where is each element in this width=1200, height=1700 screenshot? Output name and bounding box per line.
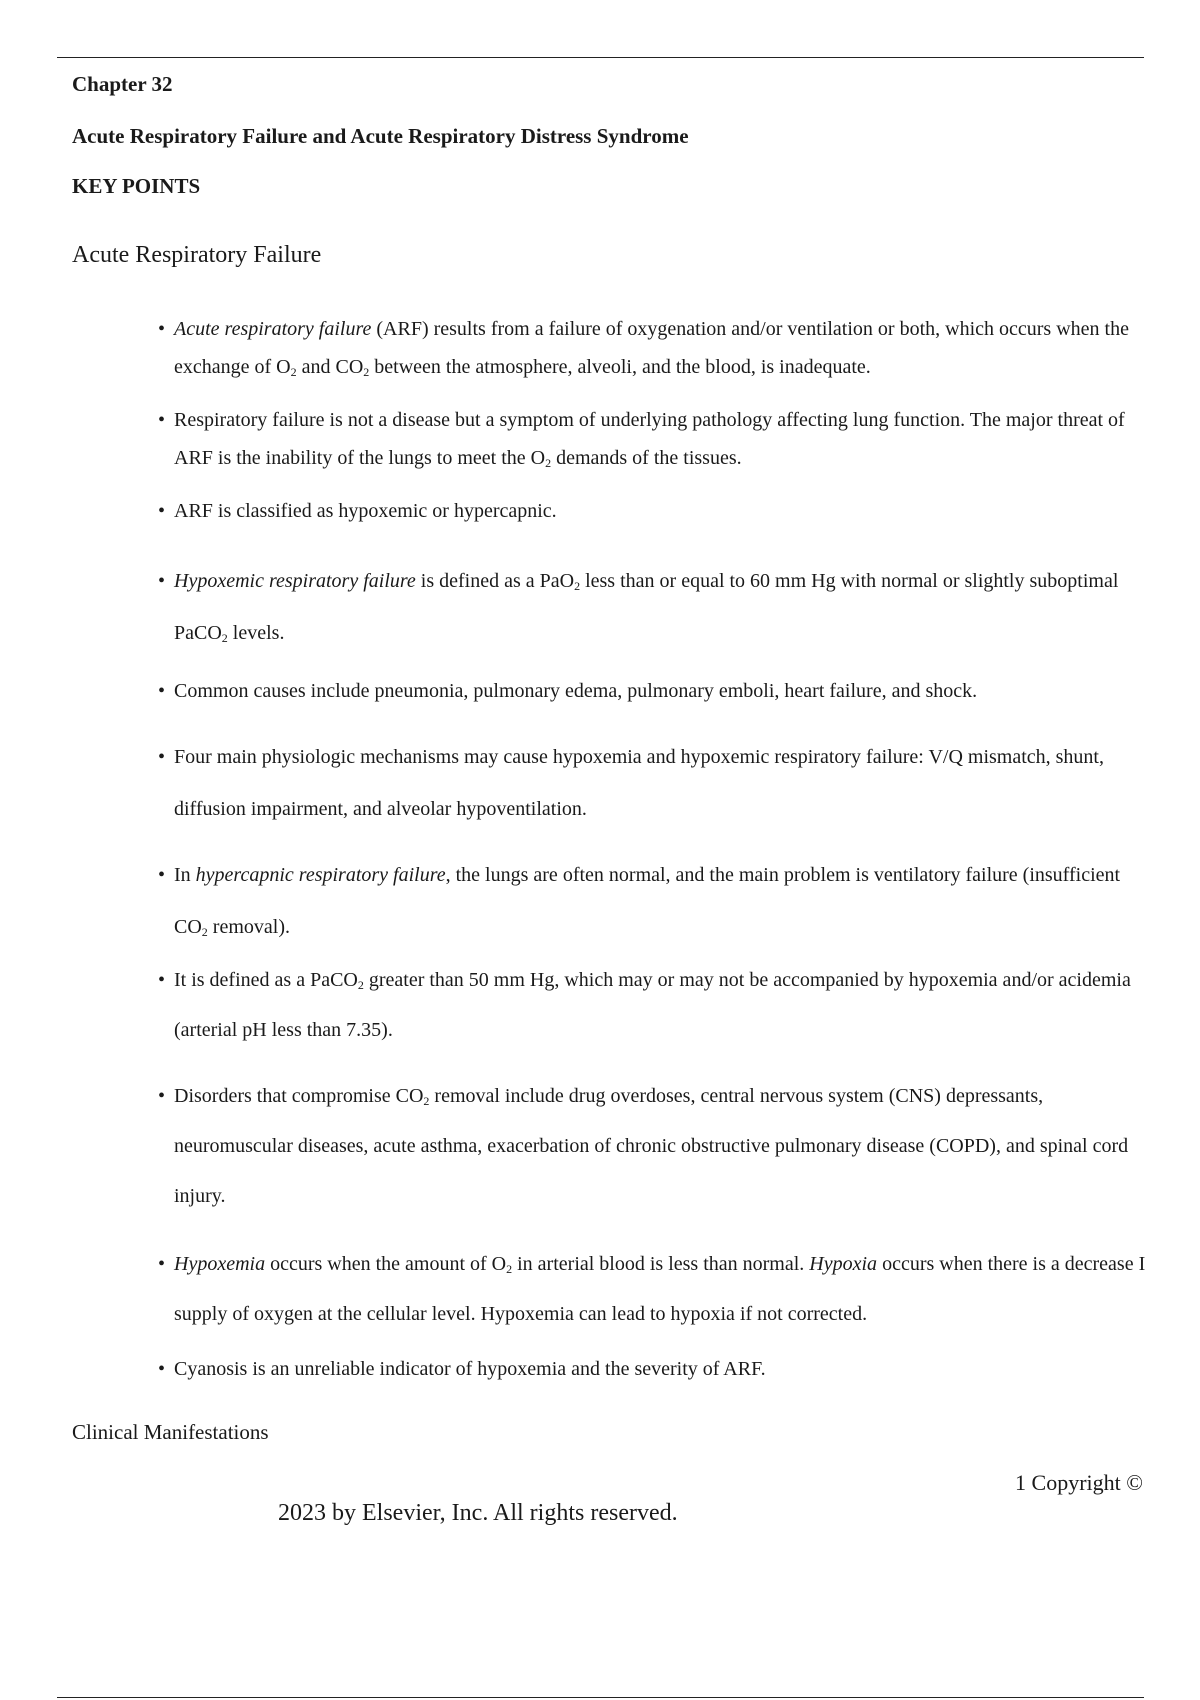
bullet-arf-classification: • ARF is classified as hypoxemic or hypercapnic. (158, 492, 1148, 530)
bullet-dot: • (158, 318, 166, 340)
bullet-dot: • (158, 570, 166, 592)
bullet-common-causes: • Common causes include pneumonia, pulmonary edema, pulmonary emboli, heart failure, and shock. (158, 672, 1148, 710)
bullet-dot: • (158, 1085, 166, 1107)
bullet-paco2-threshold: • It is defined as a PaCO$_2$ greater than 50 mm Hg, which may or may not be accompanied by hypoxemia and/or acidemia (arterial pH less than 7.35). (158, 955, 1148, 1055)
bullet-dot: • (158, 969, 166, 991)
bullet-dot: • (158, 746, 166, 768)
bottom-rule (57, 1697, 1144, 1698)
footer-copyright-line1: 1 Copyright © (1015, 1470, 1143, 1495)
bullet-mechanisms: • Four main physiologic mechanisms may cause hypoxemia and hypoxemic respiratory failure: V/Q mismatch, shunt, diffusion impairment, and alveolar hypoventilation. (158, 731, 1148, 835)
bullet-dot: • (158, 409, 166, 431)
bullet-hypoxemia-hypoxia: • Hypoxemia occurs when the amount of $O_2$ in arterial blood is less than normal. Hypoxia occurs when there is a decrease I supply of oxygen at the cellular level. Hypoxemia can lead to hypoxia if not corrected. (158, 1239, 1148, 1339)
bullet-dot: • (158, 864, 166, 886)
bullet-dot: • (158, 500, 166, 522)
section-heading-acute-respiratory-failure: Acute Respiratory Failure (72, 242, 322, 268)
bullet-hypoxemic-definition: • Hypoxemic respiratory failure is defined as a PaO$_2$ less than or equal to 60 mm Hg with normal or slightly suboptimal PaCO$_2$ levels. (158, 555, 1148, 659)
bullet-arf-symptom: • Respiratory failure is not a disease but a symptom of underlying pathology affecting lung function. The major threat of ARF is the inability of the lungs to meet the $O_2$ demands of the tissues. (158, 401, 1148, 477)
bullet-dot: • (158, 1253, 166, 1275)
section-heading-clinical-manifestations: Clinical Manifestations (72, 1420, 269, 1444)
bullet-hypercapnic-definition: • In hypercapnic respiratory failure, the lungs are often normal, and the main problem is ventilatory failure (insufficient $CO_2$ removal). (158, 849, 1148, 953)
bullet-cyanosis: • Cyanosis is an unreliable indicator of hypoxemia and the severity of ARF. (158, 1350, 1148, 1388)
top-rule (57, 57, 1144, 58)
bullet-dot: • (158, 1358, 166, 1380)
footer-copyright-line2: 2023 by Elsevier, Inc. All rights reserved. (278, 1500, 678, 1526)
bullet-arf-definition: • Acute respiratory failure (ARF) results from a failure of oxygenation and/or ventilation or both, which occurs when the exchange of $O_2$ and $CO_2$ between the atmosphere, alveoli, and the blood, is inadequate. (158, 310, 1148, 386)
bullet-co2-disorders: • Disorders that compromise $CO_2$ removal include drug overdoses, central nervous system (CNS) depressants, neuromuscular diseases, acute asthma, exacerbation of chronic obstructive pulmonary disease (COPD), and spinal cord injury. (158, 1071, 1148, 1221)
key-points-heading: KEY POINTS (72, 174, 201, 198)
bullet-dot: • (158, 680, 166, 702)
chapter-label: Chapter 32 (72, 72, 173, 96)
chapter-title: Acute Respiratory Failure and Acute Respiratory Distress Syndrome (72, 124, 689, 148)
